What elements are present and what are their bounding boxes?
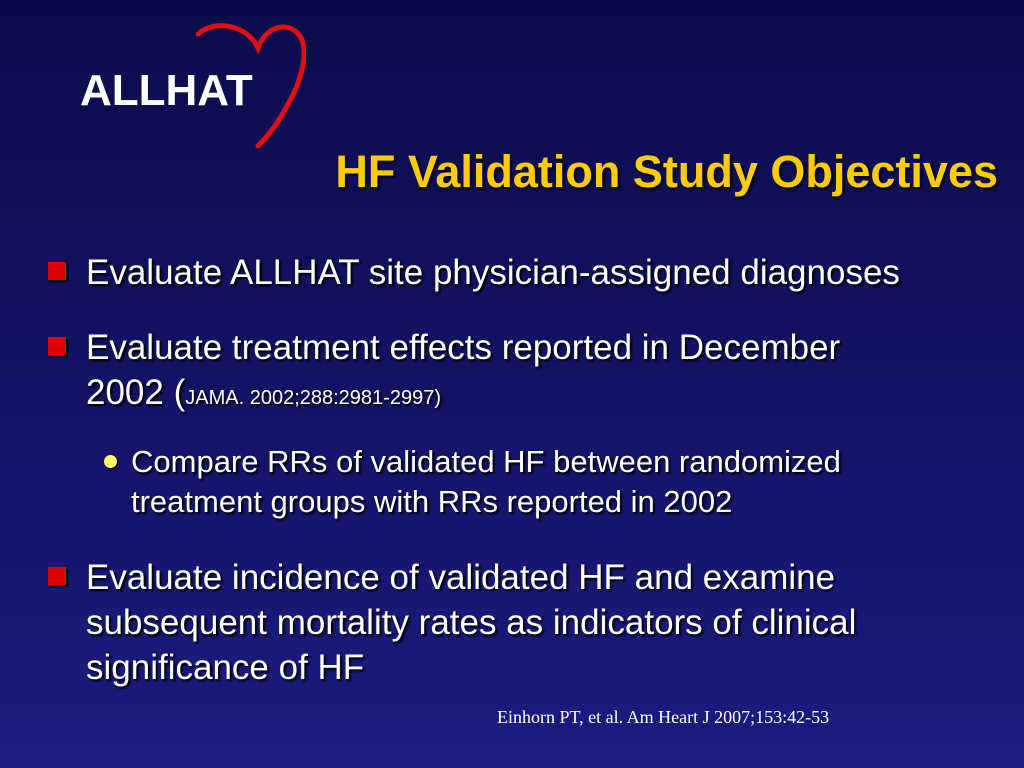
bullet-square (48, 567, 66, 585)
allhat-logo (78, 22, 318, 152)
bullet-square (48, 262, 66, 280)
bullet-1-text: Evaluate ALLHAT site physician-assigned diagnoses (86, 253, 900, 292)
bullet-square (48, 337, 66, 355)
sub-bullet-text: Compare RRs of validated HF between randomized treatment groups with RRs reported in 2002 (131, 444, 841, 519)
bullet-dot (104, 455, 117, 468)
slide-title: HF Validation Study Objectives (335, 146, 998, 197)
bullet-3-text: Evaluate incidence of validated HF and examine subsequent mortality rates as indicators of clinical significance of HF (86, 558, 857, 687)
bullet-2-text: Evaluate treatment effects reported in December 2002 (JAMA. 2002;288:2981-2997) (86, 328, 841, 412)
jama-reference: JAMA. 2002;288:2981-2997) (185, 387, 441, 409)
logo-text: ALLHAT (80, 66, 253, 115)
citation: Einhorn PT, et al. Am Heart J 2007;153:42-53 (497, 707, 830, 727)
